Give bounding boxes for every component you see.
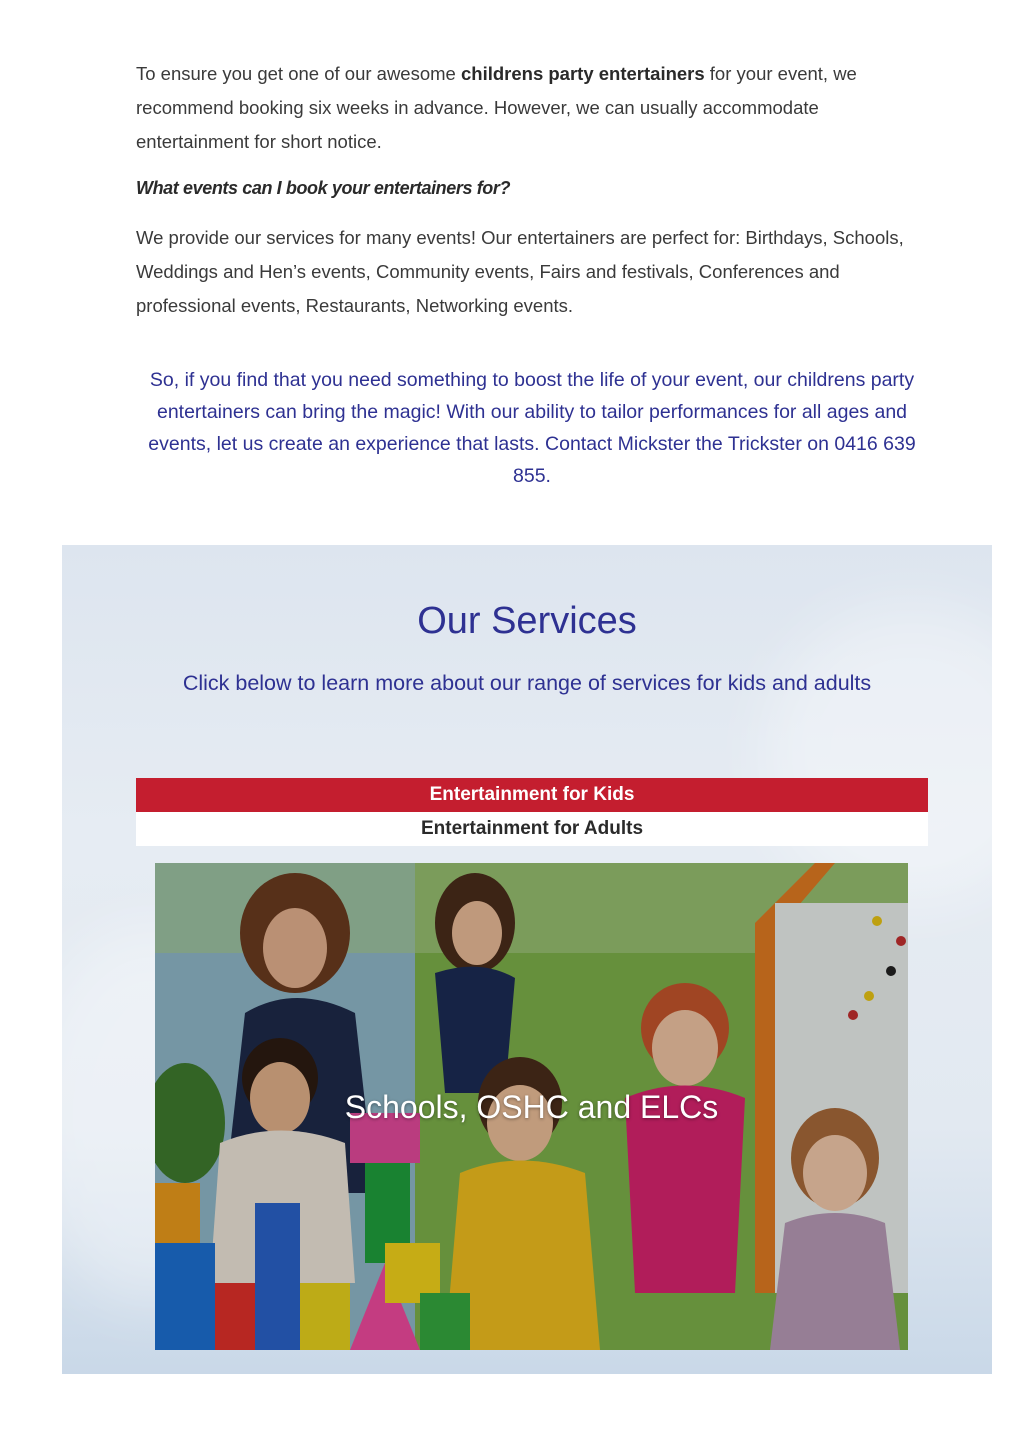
service-card-schools[interactable] [155, 863, 908, 1350]
intro-bold-text: childrens party entertainers [460, 63, 705, 84]
services-subtitle: Click below to learn more about our range of services for kids and adults [182, 671, 872, 695]
faq-answer: We provide our services for many events! Our entertainers are perfect for: Birthdays, Schools, Weddings and Hen’s events, Community events, Fairs and festivals, Conferences and professional events, Restaurants, Networking events. [136, 227, 904, 316]
intro-text-2: for your event, we recommend booking six weeks in advance. However, we can usually accommodate entertainment for short notice. [136, 63, 857, 152]
services-title: Our Services [417, 600, 637, 642]
background-glow [762, 605, 992, 905]
service-card-caption: Schools, OSHC and ELCs [344, 1089, 719, 1125]
tab-entertainment-adults[interactable]: Entertainment for Adults [136, 812, 928, 846]
services-section [62, 545, 992, 1374]
contact-call-to-action: So, if you find that you need something to boost the life of your event, our childrens party entertainers can bring the magic! With our ability to tailor performances for all ages and events, let us create an experience that lasts. Contact Mickster the Trickster on 0416 639 855. [148, 369, 916, 487]
services-tabs [136, 778, 928, 846]
intro-paragraph [136, 57, 906, 159]
intro-text-1: To ensure you get one of our awesome [136, 63, 461, 84]
faq-question: What events can I book your entertainers for? [136, 178, 511, 198]
tab-entertainment-kids[interactable]: Entertainment for Kids [136, 778, 928, 812]
